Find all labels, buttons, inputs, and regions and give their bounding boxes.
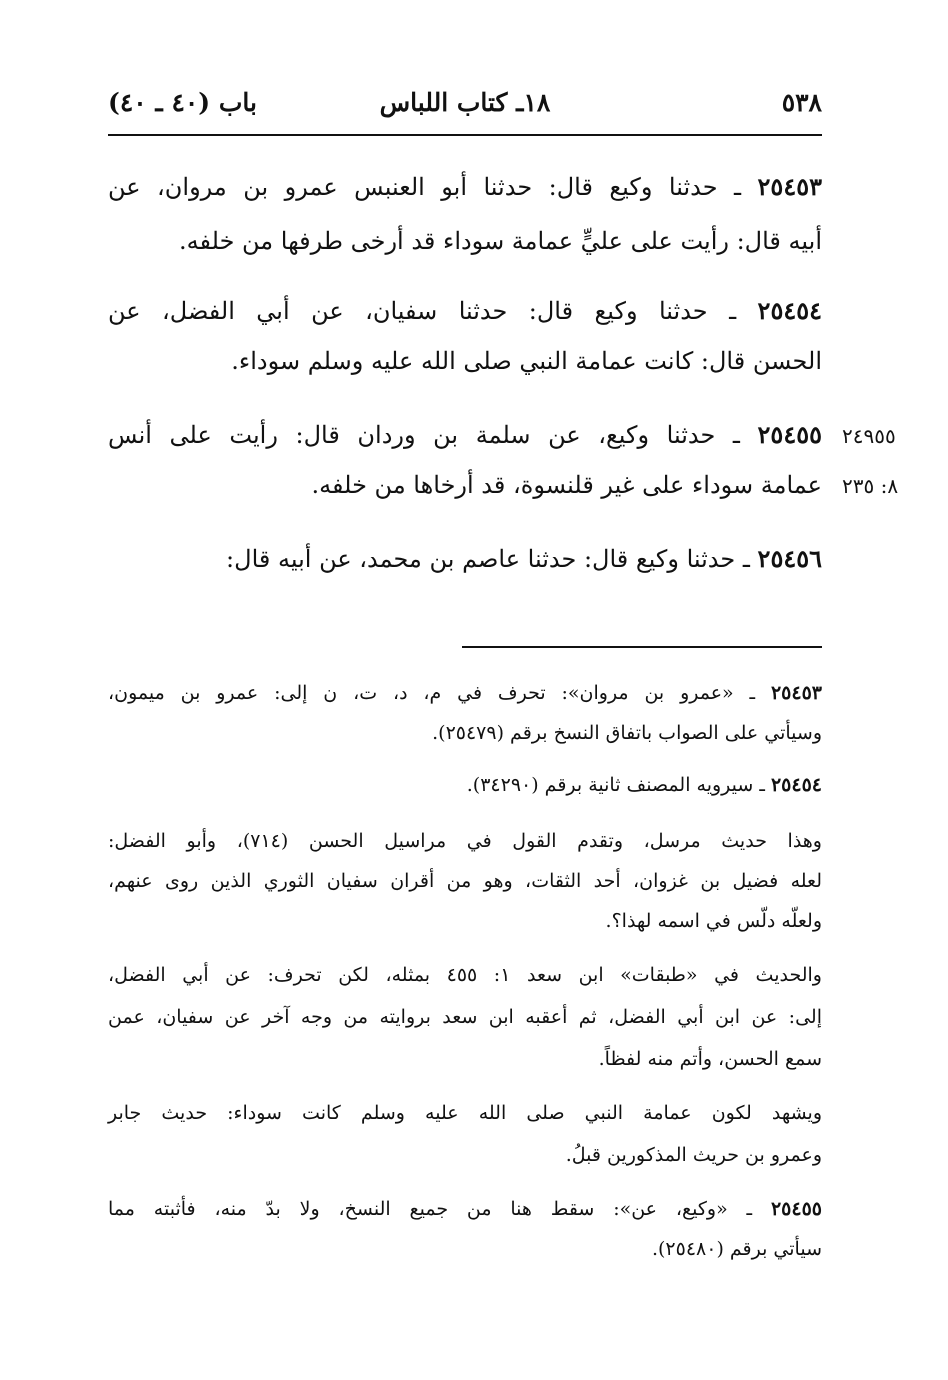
- footnote-line: [108, 1196, 822, 1222]
- footnote-line: [108, 680, 822, 706]
- hadith-line: [108, 296, 822, 326]
- hadith-number: ٢٥٤٥٥: [757, 420, 822, 449]
- footnote-text: ـ سيرويه المصنف ثانية برقم (٣٤٢٩٠).: [466, 774, 765, 796]
- footnote-number: ٢٥٤٥٣: [770, 682, 822, 704]
- footnote-line: وسيأتي على الصواب باتفاق النسخ برقم (٢٥٤٧٩).: [432, 722, 822, 744]
- book-title: ١٨ـ كتاب اللباس: [379, 88, 551, 117]
- footnote-line: إلى: عن ابن أبي الفضل، ثم أعقبه ابن سعد بروايته من وجه آخر عن سفيان، عمن: [108, 1006, 822, 1028]
- hadith-line: [108, 544, 822, 574]
- hadith-text: ـ حدثنا وكيع، عن سلمة بن وردان قال: رأيت على أنس: [108, 421, 740, 449]
- header-rule: [108, 134, 822, 136]
- footnote-line: لعله فضيل بن غزوان، أحد الثقات، وهو من أقران سفيان الثوري الذين روى عنهم،: [108, 870, 822, 892]
- footnote-line: ولعلّه دلّس في اسمه لهذا؟.: [605, 910, 822, 932]
- footnote-line: [108, 772, 822, 798]
- hadith-line: [108, 420, 822, 450]
- chapter-label: باب (٤٠ ـ ٤٠): [108, 88, 257, 117]
- footnote-text: ـ «عمرو بن مروان»: تحرف في م، د، ت، ن إلى: عمرو بن ميمون،: [108, 682, 756, 704]
- footnote-line: والحديث في «طبقات» ابن سعد ١: ٤٥٥ بمثله، لكن تحرف: عن أبي الفضل،: [108, 964, 822, 986]
- footnote-text: ـ «وكيع، عن»: سقط هنا من جميع النسخ، ولا بدّ منه، فأثبته مما: [108, 1198, 753, 1220]
- page-header: [108, 88, 822, 128]
- hadith-line: الحسن قال: كانت عمامة النبي صلى الله عليه وسلم سوداء.: [231, 347, 822, 375]
- margin-reference: ٢٤٩٥٥: [842, 424, 896, 448]
- footnote-line: سمع الحسن، وأتم منه لفظاً.: [598, 1048, 822, 1070]
- footnote-number: ٢٥٤٥٥: [770, 1198, 822, 1220]
- hadith-number: ٢٥٤٥٤: [757, 296, 822, 325]
- hadith-number: ٢٥٤٥٦: [757, 544, 822, 573]
- hadith-line: عمامة سوداء على غير قلنسوة، قد أرخاها من خلفه.: [311, 471, 822, 499]
- footnote-line: سيأتي برقم (٢٥٤٨٠).: [651, 1238, 822, 1260]
- page-number: ٥٣٨: [781, 88, 822, 117]
- margin-reference: ٨: ٢٣٥: [842, 474, 899, 498]
- footnote-line: وهذا حديث مرسل، وتقدم القول في مراسيل الحسن (٧١٤)، وأبو الفضل:: [108, 830, 822, 852]
- hadith-line: أبيه قال: رأيت على عليٍّ عمامة سوداء قد أرخى طرفها من خلفه.: [178, 227, 822, 255]
- hadith-text: ـ حدثنا وكيع قال: حدثنا أبو العنبس عمرو بن مروان، عن: [108, 173, 742, 201]
- footnote-number: ٢٥٤٥٤: [770, 774, 822, 796]
- hadith-text: ـ حدثنا وكيع قال: حدثنا سفيان، عن أبي الفضل، عن: [108, 297, 737, 325]
- hadith-line: [108, 172, 822, 202]
- footnote-rule: [462, 646, 822, 648]
- footnote-line: وعمرو بن حريث المذكورين قبلُ.: [565, 1144, 822, 1166]
- hadith-number: ٢٥٤٥٣: [757, 172, 822, 201]
- footnote-line: ويشهد لكون عمامة النبي صلى الله عليه وسلم كانت سوداء: حديث جابر: [108, 1102, 822, 1124]
- hadith-text: ـ حدثنا وكيع قال: حدثنا عاصم بن محمد، عن أبيه قال:: [226, 545, 750, 573]
